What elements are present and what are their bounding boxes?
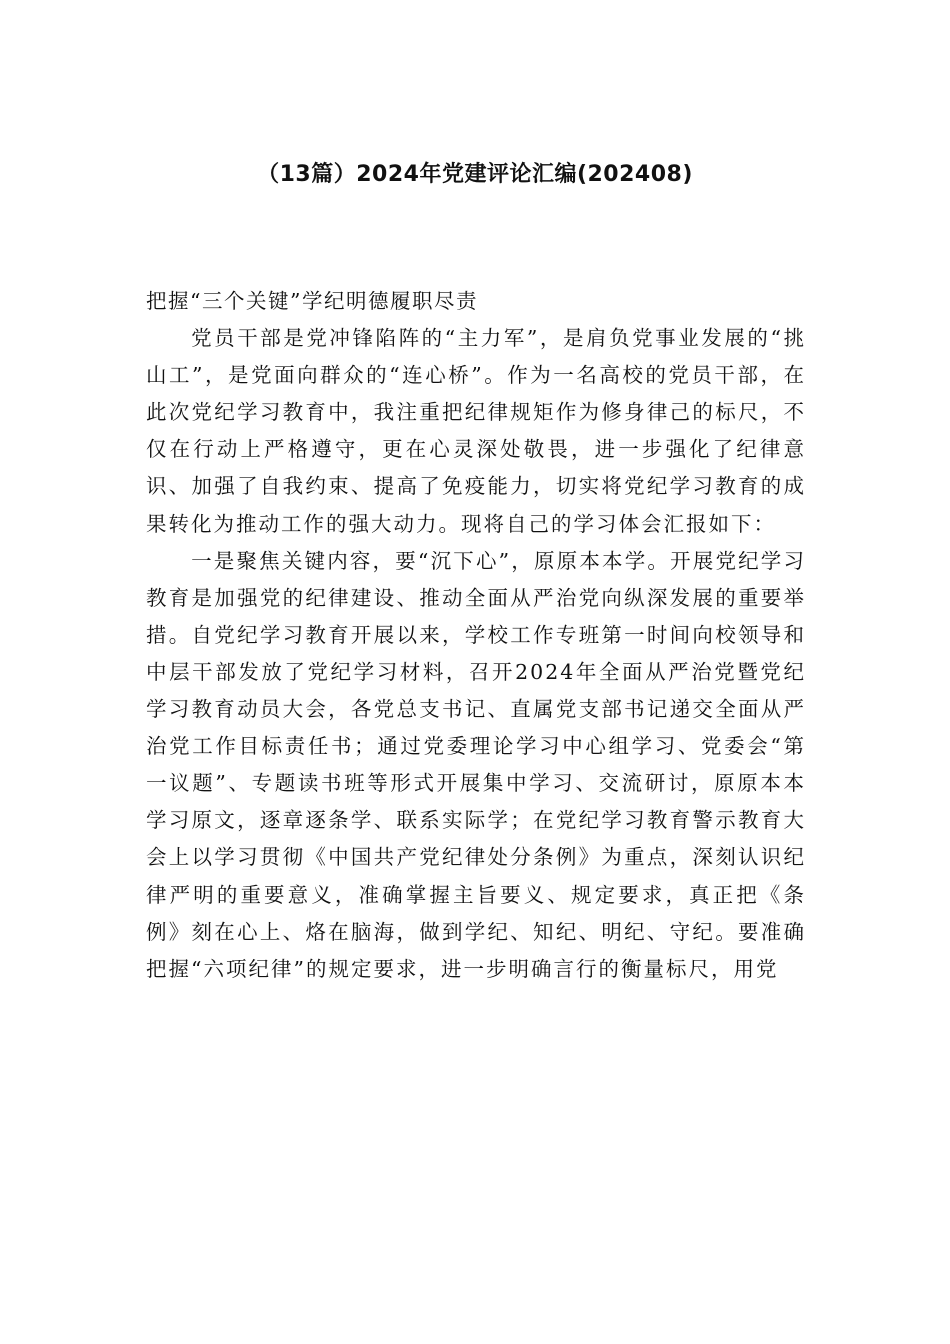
body-paragraph-intro: 党员干部是党冲锋陷阵的“主力军”，是肩负党事业发展的“挑山工”，是党面向群众的“连心桥”。作为一名高校的党员干部，在此次党纪学习教育中，我注重把纪律规矩作为修身律己的标尺，不仅在行动上严格遵守，更在心灵深处敬畏，进一步强化了纪律意识、加强了自我约束、提高了免疫能力，切实将党纪学习教育的成果转化为推动工作的强大动力。现将自己的学习体会汇报如下： — [146, 326, 806, 536]
document-title: （13篇）2024年党建评论汇编(202408) — [257, 162, 693, 187]
article-heading: 把握“三个关键”学纪明德履职尽责 — [146, 289, 478, 313]
document-body — [146, 283, 806, 988]
body-paragraph-point-one: 一是聚焦关键内容，要“沉下心”，原原本本学。开展党纪学习教育是加强党的纪律建设、推动全面从严治党向纵深发展的重要举措。自党纪学习教育开展以来，学校工作专班第一时间向校领导和中层干部发放了党纪学习材料，召开2024年全面从严治党暨党纪学习教育动员大会，各党总支书记、直属党支部书记递交全面从严治党工作目标责任书；通过党委理论学习中心组学习、党委会“第一议题”、专题读书班等形式开展集中学习、交流研讨，原原本本学习原文，逐章逐条学、联系实际学；在党纪学习教育警示教育大会上以学习贯彻《中国共产党纪律处分条例》为重点，深刻认识纪律严明的重要意义，准确掌握主旨要义、规定要求，真正把《条例》刻在心上、烙在脑海，做到学纪、知纪、明纪、守纪。要准确把握“六项纪律”的规定要求，进一步明确言行的衡量标尺，用党 — [146, 548, 806, 981]
